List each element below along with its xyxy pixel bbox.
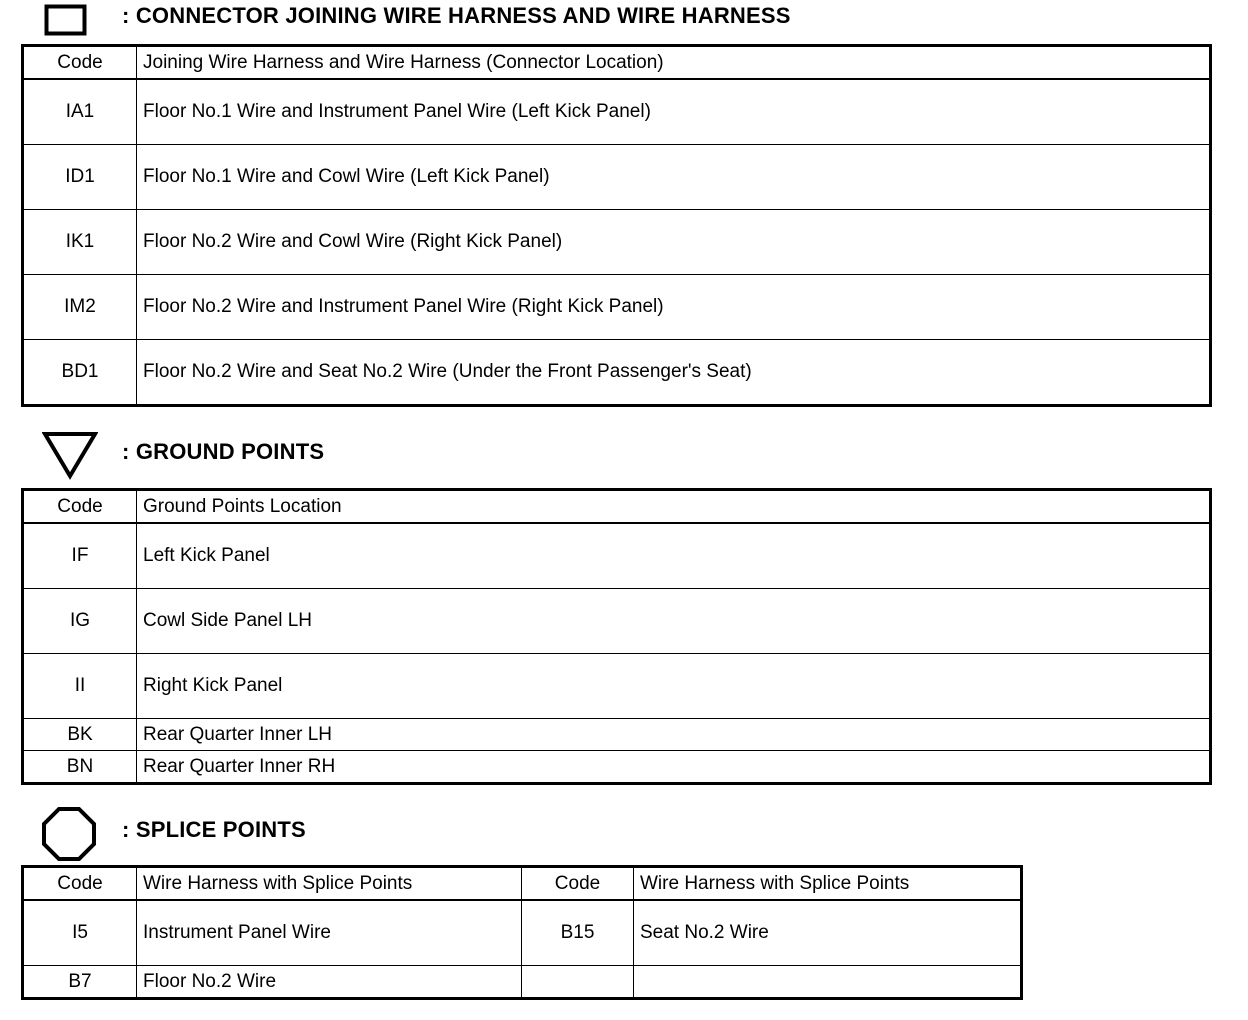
table-row [23,340,1211,406]
row-code: BK [23,719,137,751]
code-header: Code [23,490,137,524]
harness-header: Wire Harness with Splice Points [137,867,522,901]
row-description: Seat No.2 Wire [634,900,1022,966]
location-header: Ground Points Location [137,490,1211,524]
code-header: Code [522,867,634,901]
harness-header: Wire Harness with Splice Points [634,867,1022,901]
row-code: B7 [23,966,137,999]
row-description: Instrument Panel Wire [137,900,522,966]
table-row [23,275,1211,340]
splice-table [21,865,1023,1000]
row-description: Cowl Side Panel LH [137,589,1211,654]
row-description: Floor No.1 Wire and Cowl Wire (Left Kick Panel) [137,145,1211,210]
row-code: II [23,654,137,719]
ground-section-title: : GROUND POINTS [122,439,325,464]
row-description: Floor No.2 Wire [137,966,522,999]
code-header: Code [23,867,137,901]
row-description: Floor No.1 Wire and Instrument Panel Wire (Left Kick Panel) [137,79,1211,145]
row-code: BD1 [23,340,137,406]
row-code: ID1 [23,145,137,210]
connector-section-title: : CONNECTOR JOINING WIRE HARNESS AND WIRE HARNESS [122,3,791,28]
row-code [522,966,634,999]
triangle-down-icon [42,430,98,480]
square-icon [44,3,88,37]
row-code: IA1 [23,79,137,145]
location-header: Joining Wire Harness and Wire Harness (Connector Location) [137,46,1211,80]
table-row [23,751,1211,784]
row-description: Rear Quarter Inner LH [137,719,1211,751]
table-row [23,654,1211,719]
row-description: Floor No.2 Wire and Instrument Panel Wire (Right Kick Panel) [137,275,1211,340]
table-row [23,719,1211,751]
ground-table [21,488,1212,785]
code-header: Code [23,46,137,80]
row-description [634,966,1022,999]
row-code: IM2 [23,275,137,340]
splice-section-title: : SPLICE POINTS [122,817,306,842]
row-description: Left Kick Panel [137,523,1211,589]
table-row [23,900,1022,966]
connector-table [21,44,1212,407]
row-code: IK1 [23,210,137,275]
row-code: I5 [23,900,137,966]
row-code: IG [23,589,137,654]
table-row [23,210,1211,275]
row-description: Floor No.2 Wire and Seat No.2 Wire (Under the Front Passenger's Seat) [137,340,1211,406]
table-header-row [23,490,1211,524]
table-row [23,966,1022,999]
table-row [23,79,1211,145]
row-description: Floor No.2 Wire and Cowl Wire (Right Kick Panel) [137,210,1211,275]
row-code: BN [23,751,137,784]
table-row [23,589,1211,654]
row-code: B15 [522,900,634,966]
row-description: Rear Quarter Inner RH [137,751,1211,784]
table-header-row [23,46,1211,80]
table-row [23,523,1211,589]
row-description: Right Kick Panel [137,654,1211,719]
table-header-row [23,867,1022,901]
octagon-icon [40,806,98,862]
table-row [23,145,1211,210]
row-code: IF [23,523,137,589]
